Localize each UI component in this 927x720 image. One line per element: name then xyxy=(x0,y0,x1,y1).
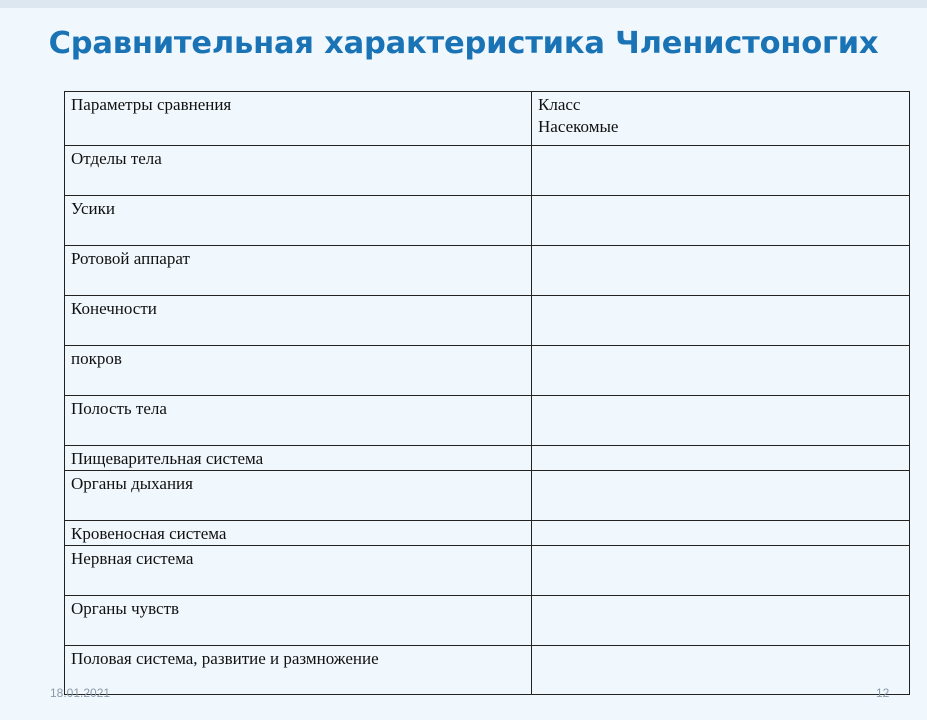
slide-date: 18.01.2021 xyxy=(50,686,111,700)
table-row xyxy=(65,146,910,196)
row-label: Органы чувств xyxy=(65,596,532,646)
header-class-cell xyxy=(532,92,910,146)
table-row xyxy=(65,246,910,296)
comparison-table xyxy=(64,91,910,695)
row-value[interactable] xyxy=(532,446,910,471)
top-band xyxy=(0,0,927,8)
row-label: Пищеварительная система xyxy=(65,446,532,471)
table-row xyxy=(65,546,910,596)
header-param-label: Параметры сравнения xyxy=(71,95,232,114)
row-value[interactable] xyxy=(532,296,910,346)
table-row xyxy=(65,196,910,246)
row-value[interactable] xyxy=(532,546,910,596)
row-value[interactable] xyxy=(532,471,910,521)
row-value[interactable] xyxy=(532,646,910,695)
table-row xyxy=(65,646,910,695)
row-label: Полость тела xyxy=(65,396,532,446)
row-value[interactable] xyxy=(532,146,910,196)
table-row xyxy=(65,346,910,396)
table-row xyxy=(65,296,910,346)
row-label: Конечности xyxy=(65,296,532,346)
row-label: покров xyxy=(65,346,532,396)
row-label: Ротовой аппарат xyxy=(65,246,532,296)
table-header-row xyxy=(65,92,910,146)
table-row xyxy=(65,471,910,521)
row-label: Кровеносная система xyxy=(65,521,532,546)
header-class-line2: Насекомые xyxy=(538,117,619,136)
table-row xyxy=(65,596,910,646)
row-value[interactable] xyxy=(532,521,910,546)
row-value[interactable] xyxy=(532,196,910,246)
row-label: Нервная система xyxy=(65,546,532,596)
row-value[interactable] xyxy=(532,596,910,646)
row-value[interactable] xyxy=(532,246,910,296)
table-row xyxy=(65,446,910,471)
row-label: Органы дыхания xyxy=(65,471,532,521)
header-class-line1: Класс xyxy=(538,95,581,114)
row-value[interactable] xyxy=(532,346,910,396)
row-label: Отделы тела xyxy=(65,146,532,196)
slide-title: Сравнительная характеристика Членистоногих xyxy=(48,26,879,61)
table-row xyxy=(65,396,910,446)
row-value[interactable] xyxy=(532,396,910,446)
header-param-cell xyxy=(65,92,532,146)
table-row xyxy=(65,521,910,546)
row-label: Усики xyxy=(65,196,532,246)
row-label: Половая система, развитие и размножение xyxy=(65,646,532,695)
slide-page-number: 12 xyxy=(876,686,890,700)
